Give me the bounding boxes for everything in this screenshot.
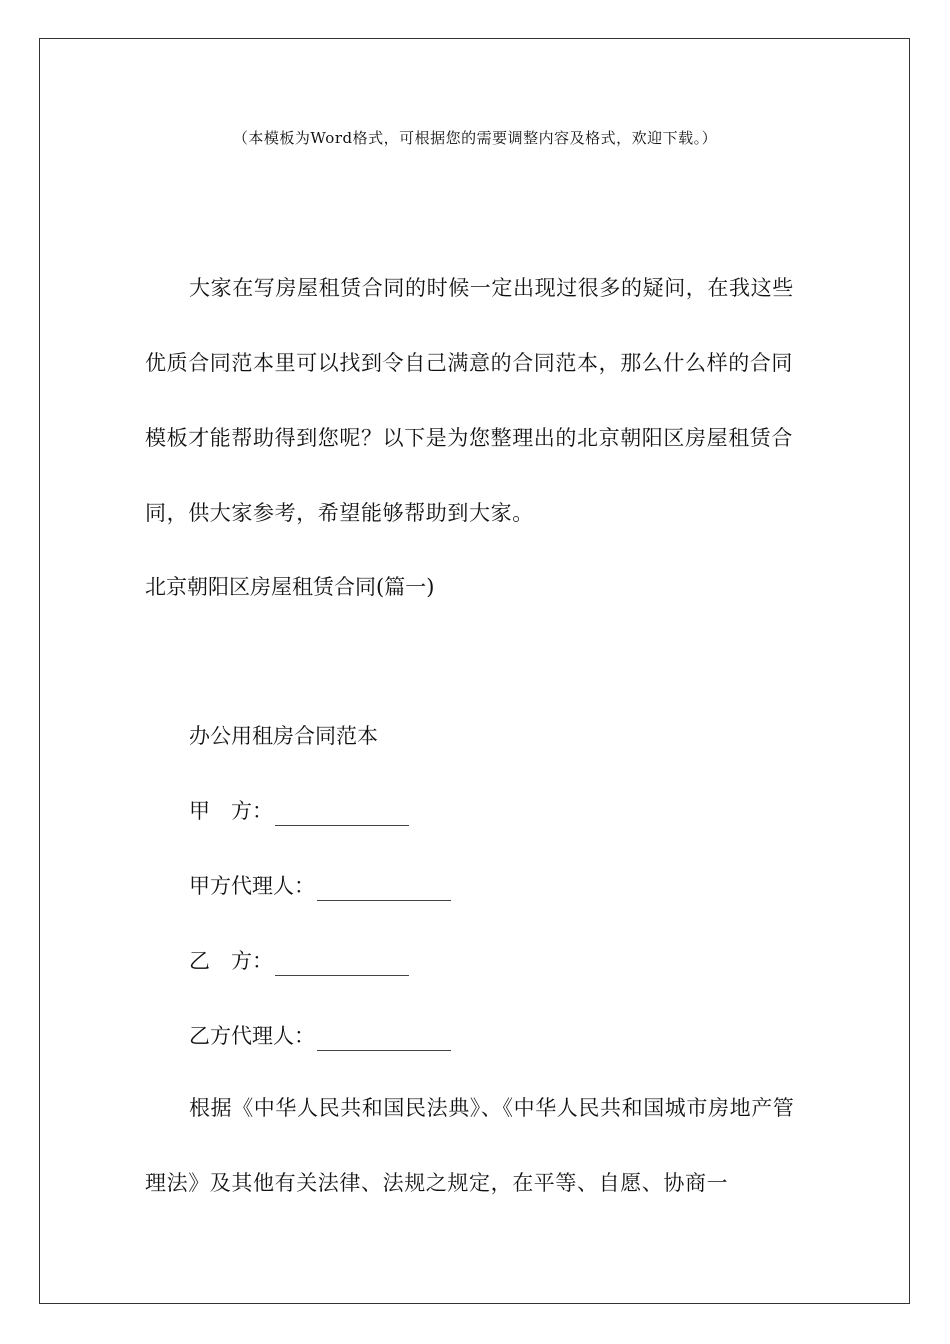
- party-a-agent-label: 甲方代理人：: [189, 874, 315, 898]
- party-b-field: [189, 946, 409, 976]
- contract-title: 办公用租房合同范本: [189, 724, 378, 748]
- party-a-field: [189, 796, 409, 826]
- party-b-agent-field: [189, 1021, 451, 1051]
- party-a-agent-field: [189, 871, 451, 901]
- section-title: 北京朝阳区房屋租赁合同(篇一): [145, 575, 435, 599]
- party-b-label: 乙 方：: [189, 949, 273, 973]
- party-a-label: 甲 方：: [189, 799, 273, 823]
- template-notice: （本模板为Word格式，可根据您的需要调整内容及格式，欢迎下载。）: [232, 129, 718, 147]
- party-a-blank: [275, 803, 409, 826]
- legal-basis-paragraph: 根据《中华人民共和国民法典》、《中华人民共和国城市房地产管理法》及其他有关法律、法规之规定，在平等、自愿、协商一: [145, 1096, 795, 1195]
- party-b-agent-blank: [317, 1028, 451, 1051]
- party-a-agent-blank: [317, 878, 451, 901]
- intro-paragraph: 大家在写房屋租赁合同的时候一定出现过很多的疑问，在我这些优质合同范本里可以找到令自己满意的合同范本，那么什么样的合同模板才能帮助得到您呢？以下是为您整理出的北京朝阳区房屋租赁合同，供大家参考，希望能够帮助到大家。: [145, 276, 794, 525]
- party-b-agent-label: 乙方代理人：: [189, 1024, 315, 1048]
- party-b-blank: [275, 953, 409, 976]
